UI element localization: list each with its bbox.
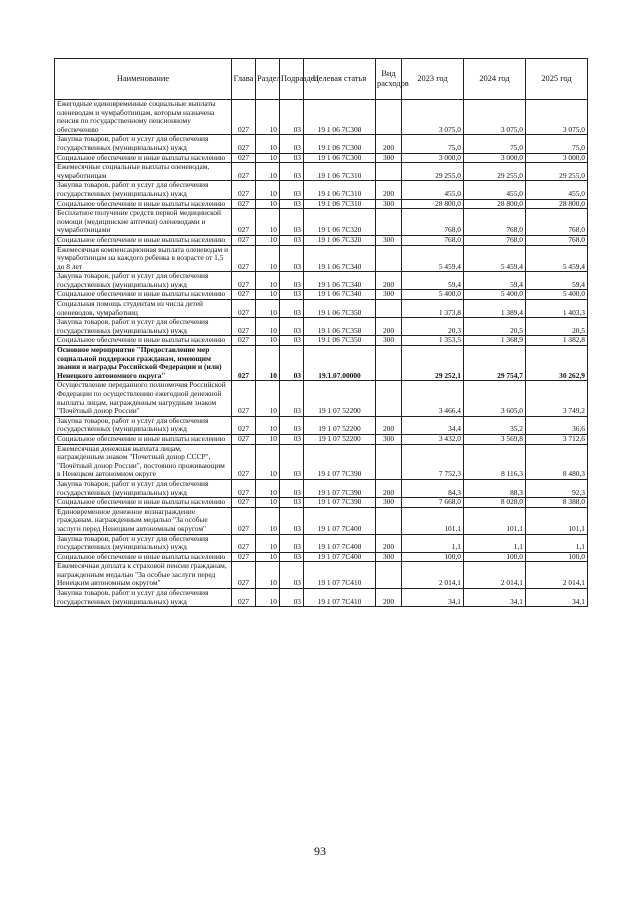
cell-razdel: 10 (256, 163, 280, 181)
cell-2023: 768,0 (402, 235, 464, 245)
cell-podrazdel: 03 (280, 300, 304, 318)
cell-2025: 768,0 (526, 235, 588, 245)
header-2024: 2024 год (464, 59, 526, 100)
table-row (55, 381, 588, 416)
cell-target: 19 1 07 7С390 (304, 479, 376, 497)
cell-2023: 29 252,1 (402, 346, 464, 381)
table-row (55, 562, 588, 589)
cell-vid: 300 (376, 199, 402, 209)
cell-name: Единовременное денежное вознаграждение гражданам, награжденным медалью "За особые заслуги перед Ненецким автономным округом" (55, 507, 232, 534)
cell-target: 19 1 07 7С400 (304, 534, 376, 552)
table-row (55, 300, 588, 318)
cell-2023: 101,1 (402, 507, 464, 534)
cell-2023: 768,0 (402, 209, 464, 236)
cell-glava: 027 (232, 507, 256, 534)
cell-2025: 2 014,1 (526, 562, 588, 589)
cell-2023: 20,3 (402, 318, 464, 336)
header-2023: 2023 год (402, 59, 464, 100)
cell-glava: 027 (232, 498, 256, 508)
cell-name: Закупка товаров, работ и услуг для обеспечения государственных (муниципальных) нужд (55, 479, 232, 497)
cell-2024: 8 028,0 (464, 498, 526, 508)
cell-name: Социальное обеспечение и иные выплаты населению (55, 434, 232, 444)
cell-podrazdel: 03 (280, 507, 304, 534)
header-podrazdel: Подраздел (280, 59, 304, 100)
cell-glava: 027 (232, 100, 256, 135)
cell-podrazdel: 03 (280, 562, 304, 589)
cell-podrazdel: 03 (280, 381, 304, 416)
cell-vid: 200 (376, 181, 402, 199)
cell-2023: 1,1 (402, 534, 464, 552)
cell-2023: 5 459,4 (402, 245, 464, 272)
cell-2025: 20,5 (526, 318, 588, 336)
cell-name: Закупка товаров, работ и услуг для обеспечения государственных (муниципальных) нужд (55, 416, 232, 434)
cell-2025: 59,4 (526, 272, 588, 290)
cell-target: 19 1 06 7С310 (304, 199, 376, 209)
cell-podrazdel: 03 (280, 444, 304, 479)
cell-2024: 34,1 (464, 589, 526, 607)
cell-podrazdel: 03 (280, 498, 304, 508)
cell-name: Социальное обеспечение и иные выплаты населению (55, 498, 232, 508)
cell-name: Ежемесячная доплата к страховой пенсии гражданам, награжденным медалью "За особые заслуги перед Ненецким автономным округом" (55, 562, 232, 589)
cell-razdel: 10 (256, 552, 280, 562)
cell-vid (376, 209, 402, 236)
cell-2024: 101,1 (464, 507, 526, 534)
cell-2023: 3 075,0 (402, 100, 464, 135)
cell-name: Социальное обеспечение и иные выплаты населению (55, 235, 232, 245)
budget-table (54, 58, 588, 607)
cell-glava: 027 (232, 381, 256, 416)
cell-vid: 300 (376, 153, 402, 163)
cell-2025: 75,0 (526, 135, 588, 153)
cell-vid: 300 (376, 498, 402, 508)
table-row (55, 589, 588, 607)
cell-name: Социальное обеспечение и иные выплаты населению (55, 552, 232, 562)
cell-2023: 75,0 (402, 135, 464, 153)
cell-razdel: 10 (256, 300, 280, 318)
cell-name: Бесплатное получение средств первой медицинской помощи (медицинские аптечки) оленеводами и чумработницами (55, 209, 232, 236)
cell-target: 19 1 06 7С310 (304, 181, 376, 199)
cell-glava: 027 (232, 300, 256, 318)
table-body (55, 100, 588, 607)
cell-glava: 027 (232, 346, 256, 381)
cell-vid: 300 (376, 552, 402, 562)
cell-2023: 3 432,0 (402, 434, 464, 444)
cell-podrazdel: 03 (280, 552, 304, 562)
cell-glava: 027 (232, 336, 256, 346)
cell-razdel: 10 (256, 381, 280, 416)
cell-razdel: 10 (256, 199, 280, 209)
cell-vid (376, 444, 402, 479)
cell-name: Закупка товаров, работ и услуг для обеспечения государственных (муниципальных) нужд (55, 181, 232, 199)
table-row (55, 318, 588, 336)
cell-razdel: 10 (256, 318, 280, 336)
cell-vid (376, 507, 402, 534)
cell-podrazdel: 03 (280, 135, 304, 153)
cell-2024: 1 368,9 (464, 336, 526, 346)
cell-target: 19 1 06 7С350 (304, 318, 376, 336)
cell-2023: 100,0 (402, 552, 464, 562)
cell-razdel: 10 (256, 416, 280, 434)
cell-razdel: 10 (256, 272, 280, 290)
cell-target: 19 1 06 7С320 (304, 235, 376, 245)
cell-name: Социальное обеспечение и иные выплаты населению (55, 199, 232, 209)
cell-2023: 34,1 (402, 589, 464, 607)
cell-2025: 3 000,0 (526, 153, 588, 163)
cell-2025: 768,0 (526, 209, 588, 236)
cell-razdel: 10 (256, 235, 280, 245)
cell-name: Закупка товаров, работ и услуг для обеспечения государственных (муниципальных) нужд (55, 272, 232, 290)
cell-2025: 34,1 (526, 589, 588, 607)
cell-2025: 101,1 (526, 507, 588, 534)
cell-razdel: 10 (256, 135, 280, 153)
cell-2023: 5 400,0 (402, 290, 464, 300)
cell-2025: 5 400,0 (526, 290, 588, 300)
cell-2024: 3 569,8 (464, 434, 526, 444)
table-row (55, 507, 588, 534)
cell-glava: 027 (232, 290, 256, 300)
table-row (55, 163, 588, 181)
cell-target: 19 1 07 7С400 (304, 507, 376, 534)
header-2025: 2025 год (526, 59, 588, 100)
cell-name: Социальное обеспечение и иные выплаты населению (55, 290, 232, 300)
cell-target: 19 1 06 7С340 (304, 272, 376, 290)
table-row (55, 434, 588, 444)
cell-glava: 027 (232, 209, 256, 236)
cell-2024: 1 389,4 (464, 300, 526, 318)
cell-vid: 200 (376, 318, 402, 336)
cell-podrazdel: 03 (280, 209, 304, 236)
header-razdel: Раздел (256, 59, 280, 100)
cell-name: Социальная помощь студентам из числа детей оленеводов, чумработниц (55, 300, 232, 318)
cell-vid (376, 100, 402, 135)
cell-target: 19 1 07 7С390 (304, 498, 376, 508)
cell-glava: 027 (232, 444, 256, 479)
cell-2024: 768,0 (464, 235, 526, 245)
cell-2024: 29 754,7 (464, 346, 526, 381)
table-row (55, 272, 588, 290)
cell-vid: 200 (376, 479, 402, 497)
header-glava: Глава (232, 59, 256, 100)
cell-name: Осуществление переданного полномочия Российской Федерации по осуществлению ежегодной денежной выплаты лицам, награжденным нагрудным знаком "Почётный донор России" (55, 381, 232, 416)
cell-name: Социальное обеспечение и иные выплаты населению (55, 336, 232, 346)
cell-name: Закупка товаров, работ и услуг для обеспечения государственных (муниципальных) нужд (55, 534, 232, 552)
cell-vid (376, 300, 402, 318)
cell-podrazdel: 03 (280, 153, 304, 163)
cell-glava: 027 (232, 416, 256, 434)
document-page (54, 58, 587, 607)
cell-2024: 5 459,4 (464, 245, 526, 272)
cell-target: 19 1 07 7С410 (304, 589, 376, 607)
table-row (55, 245, 588, 272)
cell-razdel: 10 (256, 479, 280, 497)
cell-podrazdel: 03 (280, 199, 304, 209)
cell-podrazdel: 03 (280, 318, 304, 336)
table-row (55, 534, 588, 552)
cell-glava: 027 (232, 562, 256, 589)
cell-target: 19 1 06 7С350 (304, 300, 376, 318)
table-row (55, 498, 588, 508)
cell-vid: 300 (376, 336, 402, 346)
cell-target: 19 1 07 7С390 (304, 444, 376, 479)
cell-2024: 8 116,3 (464, 444, 526, 479)
cell-2025: 30 262,9 (526, 346, 588, 381)
cell-podrazdel: 03 (280, 534, 304, 552)
cell-vid (376, 163, 402, 181)
cell-2025: 3 075,0 (526, 100, 588, 135)
cell-name: Ежемесячные социальные выплаты оленеводам, чумработницам (55, 163, 232, 181)
cell-2023: 455,0 (402, 181, 464, 199)
cell-2024: 1,1 (464, 534, 526, 552)
cell-glava: 027 (232, 163, 256, 181)
cell-vid (376, 562, 402, 589)
cell-2023: 59,4 (402, 272, 464, 290)
cell-2025: 92,3 (526, 479, 588, 497)
table-row (55, 416, 588, 434)
cell-target: 19 1 06 7С340 (304, 290, 376, 300)
cell-vid: 200 (376, 272, 402, 290)
cell-target: 19 1 07 7С410 (304, 562, 376, 589)
cell-2024: 88,3 (464, 479, 526, 497)
cell-2025: 29 255,0 (526, 163, 588, 181)
cell-2025: 3 749,2 (526, 381, 588, 416)
cell-2025: 1 382,8 (526, 336, 588, 346)
cell-2023: 2 014,1 (402, 562, 464, 589)
cell-2024: 20,5 (464, 318, 526, 336)
cell-2024: 5 400,0 (464, 290, 526, 300)
cell-glava: 027 (232, 135, 256, 153)
cell-razdel: 10 (256, 153, 280, 163)
table-row (55, 479, 588, 497)
cell-2023: 1 353,5 (402, 336, 464, 346)
cell-target: 19 1 06 7С350 (304, 336, 376, 346)
cell-2024: 35,2 (464, 416, 526, 434)
cell-2023: 29 255,0 (402, 163, 464, 181)
cell-razdel: 10 (256, 346, 280, 381)
cell-podrazdel: 03 (280, 272, 304, 290)
cell-glava: 027 (232, 434, 256, 444)
table-row (55, 100, 588, 135)
cell-target: 19 1 06 7С320 (304, 209, 376, 236)
cell-vid (376, 346, 402, 381)
cell-razdel: 10 (256, 290, 280, 300)
cell-2025: 100,0 (526, 552, 588, 562)
cell-target: 19 1 07 52200 (304, 434, 376, 444)
table-row (55, 135, 588, 153)
cell-podrazdel: 03 (280, 181, 304, 199)
cell-razdel: 10 (256, 434, 280, 444)
cell-glava: 027 (232, 235, 256, 245)
cell-vid (376, 245, 402, 272)
cell-name: Социальное обеспечение и иные выплаты населению (55, 153, 232, 163)
table-row (55, 444, 588, 479)
cell-name: Закупка товаров, работ и услуг для обеспечения государственных (муниципальных) нужд (55, 135, 232, 153)
cell-target: 19 1 07 7С400 (304, 552, 376, 562)
cell-glava: 027 (232, 272, 256, 290)
cell-podrazdel: 03 (280, 416, 304, 434)
cell-target: 19 1 07 52200 (304, 381, 376, 416)
cell-2023: 28 800,0 (402, 199, 464, 209)
cell-2024: 100,0 (464, 552, 526, 562)
cell-2025: 5 459,4 (526, 245, 588, 272)
cell-vid: 200 (376, 135, 402, 153)
cell-2023: 3 000,0 (402, 153, 464, 163)
cell-2023: 7 668,0 (402, 498, 464, 508)
cell-2024: 455,0 (464, 181, 526, 199)
cell-razdel: 10 (256, 245, 280, 272)
cell-razdel: 10 (256, 589, 280, 607)
cell-name: Основное мероприятие "Предоставление мер социальной поддержки гражданам, имеющим звания и награды Российской Федерации и (или) Ненецкого автономного округа" (55, 346, 232, 381)
cell-podrazdel: 03 (280, 163, 304, 181)
cell-podrazdel: 03 (280, 434, 304, 444)
cell-target: 19 1 06 7С310 (304, 163, 376, 181)
header-name: Наименование (55, 59, 232, 100)
cell-glava: 027 (232, 181, 256, 199)
cell-razdel: 10 (256, 100, 280, 135)
cell-2023: 1 373,8 (402, 300, 464, 318)
cell-podrazdel: 03 (280, 235, 304, 245)
cell-2024: 3 605,0 (464, 381, 526, 416)
cell-glava: 027 (232, 534, 256, 552)
cell-name: Закупка товаров, работ и услуг для обеспечения государственных (муниципальных) нужд (55, 318, 232, 336)
cell-vid: 200 (376, 589, 402, 607)
cell-target: 19.1.07.00000 (304, 346, 376, 381)
cell-glava: 027 (232, 552, 256, 562)
cell-2025: 3 712,6 (526, 434, 588, 444)
cell-2025: 28 800,0 (526, 199, 588, 209)
cell-name: Ежемесячная денежная выплата лицам, награжденным знаком "Почетный донор СССР", "Почётный донор России", постоянно проживающим в Ненецком автономном округе (55, 444, 232, 479)
cell-2025: 455,0 (526, 181, 588, 199)
cell-razdel: 10 (256, 336, 280, 346)
table-row (55, 235, 588, 245)
table-row (55, 181, 588, 199)
cell-2025: 1 403,3 (526, 300, 588, 318)
cell-target: 19 1 06 7С300 (304, 153, 376, 163)
header-target: Целевая статья (304, 59, 376, 100)
cell-name: Закупка товаров, работ и услуг для обеспечения государственных (муниципальных) нужд (55, 589, 232, 607)
cell-vid: 200 (376, 534, 402, 552)
cell-target: 19 1 06 7С300 (304, 100, 376, 135)
cell-2023: 84,3 (402, 479, 464, 497)
cell-2024: 75,0 (464, 135, 526, 153)
cell-2024: 3 000,0 (464, 153, 526, 163)
cell-2025: 8 388,0 (526, 498, 588, 508)
cell-glava: 027 (232, 199, 256, 209)
cell-target: 19 1 06 7С300 (304, 135, 376, 153)
cell-podrazdel: 03 (280, 589, 304, 607)
cell-podrazdel: 03 (280, 479, 304, 497)
cell-vid: 300 (376, 434, 402, 444)
cell-razdel: 10 (256, 562, 280, 589)
cell-razdel: 10 (256, 444, 280, 479)
cell-2024: 2 014,1 (464, 562, 526, 589)
cell-vid: 300 (376, 235, 402, 245)
cell-vid: 200 (376, 416, 402, 434)
cell-glava: 027 (232, 153, 256, 163)
header-vid: Вид расходов (376, 59, 402, 100)
cell-2023: 34,4 (402, 416, 464, 434)
cell-2024: 28 800,0 (464, 199, 526, 209)
cell-2025: 1,1 (526, 534, 588, 552)
cell-razdel: 10 (256, 507, 280, 534)
table-header-row (55, 59, 588, 100)
cell-razdel: 10 (256, 498, 280, 508)
cell-razdel: 10 (256, 209, 280, 236)
table-row (55, 209, 588, 236)
cell-2023: 3 466,4 (402, 381, 464, 416)
cell-podrazdel: 03 (280, 245, 304, 272)
cell-glava: 027 (232, 589, 256, 607)
cell-2024: 3 075,0 (464, 100, 526, 135)
cell-podrazdel: 03 (280, 346, 304, 381)
cell-podrazdel: 03 (280, 336, 304, 346)
cell-glava: 027 (232, 245, 256, 272)
cell-name: Ежегодные единовременные социальные выплаты оленеводам и чумработницам, которым назначена пенсия по государственному пенсионному обеспечению (55, 100, 232, 135)
cell-2024: 768,0 (464, 209, 526, 236)
cell-2025: 8 480,3 (526, 444, 588, 479)
page-number: 93 (314, 844, 326, 858)
cell-glava: 027 (232, 318, 256, 336)
cell-target: 19 1 06 7С340 (304, 245, 376, 272)
table-row (55, 346, 588, 381)
cell-vid: 300 (376, 290, 402, 300)
cell-vid (376, 381, 402, 416)
cell-target: 19 1 07 52200 (304, 416, 376, 434)
cell-2023: 7 752,3 (402, 444, 464, 479)
cell-razdel: 10 (256, 181, 280, 199)
cell-podrazdel: 03 (280, 290, 304, 300)
cell-glava: 027 (232, 479, 256, 497)
cell-2024: 59,4 (464, 272, 526, 290)
cell-podrazdel: 03 (280, 100, 304, 135)
cell-razdel: 10 (256, 534, 280, 552)
cell-2025: 36,6 (526, 416, 588, 434)
cell-2024: 29 255,0 (464, 163, 526, 181)
cell-name: Ежемесячная компенсационная выплата оленеводам и чумработницам на каждого ребенка в возрасте от 1,5 до 8 лет (55, 245, 232, 272)
